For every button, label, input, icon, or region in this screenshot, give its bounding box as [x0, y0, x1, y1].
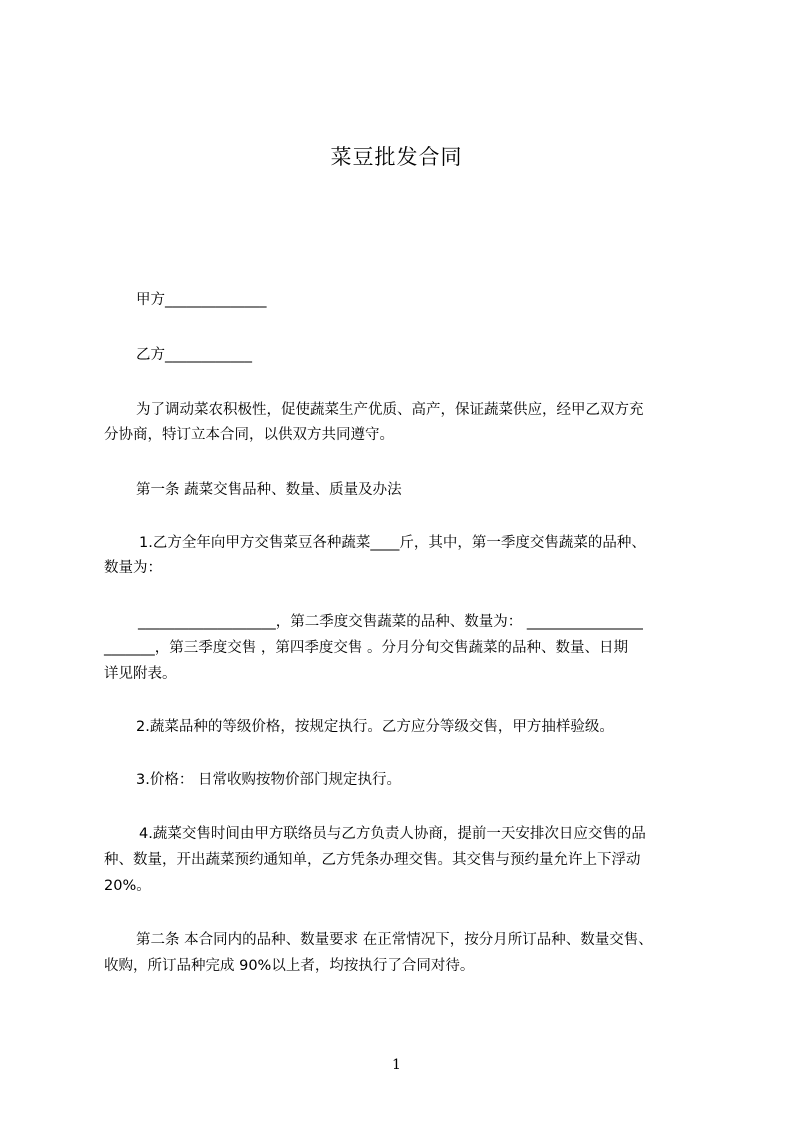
continuation-line-3: 详见附表。 — [104, 666, 177, 682]
intro-line-1: 为了调动菜农积极性，促使蔬菜生产优质、高产，保证蔬菜供应，经甲乙双方充 — [136, 402, 644, 418]
article-1-item-4-line-2: 种、数量，开出蔬菜预约通知单，乙方凭条办理交售。其交售与预约量允许上下浮动 — [104, 852, 641, 868]
continuation-line-2: _______，第三季度交售 ，第四季度交售 。分月分旬交售蔬菜的品种、数量、日期 — [104, 640, 628, 656]
article-1-item-3: 3.价格： 日常收购按物价部门规定执行。 — [136, 772, 401, 788]
article-1-item-1-line-2: 数量为： — [104, 560, 162, 576]
article-1-item-1-line-1: 1.乙方全年向甲方交售菜豆各种蔬菜____斤，其中，第一季度交售蔬菜的品种、 — [139, 535, 646, 551]
intro-line-2: 分协商，特订立本合同，以供双方共同遵守。 — [104, 427, 394, 443]
page-number: 1 — [392, 1057, 401, 1073]
party-a-line: 甲方______________ — [136, 292, 267, 308]
continuation-line-1: ___________________，第二季度交售蔬菜的品种、数量为： ________________ — [138, 614, 643, 630]
document-title: 菜豆批发合同 — [330, 145, 463, 169]
article-1-item-4-line-1: 4.蔬菜交售时间由甲方联络员与乙方负责人协商，提前一天安排次日应交售的品 — [139, 826, 646, 842]
article-2-line-1: 第二条 本合同内的品种、数量要求 在正常情况下，按分月所订品种、数量交售、 — [136, 932, 653, 948]
article-2-line-2: 收购，所订品种完成 90%以上者，均按执行了合同对待。 — [104, 958, 475, 974]
party-b-line: 乙方____________ — [136, 347, 252, 363]
article-1-heading: 第一条 蔬菜交售品种、数量、质量及办法 — [136, 482, 402, 498]
article-1-item-4-line-3: 20%。 — [104, 878, 151, 894]
article-1-item-2: 2.蔬菜品种的等级价格，按规定执行。乙方应分等级交售，甲方抽样验级。 — [136, 719, 614, 735]
